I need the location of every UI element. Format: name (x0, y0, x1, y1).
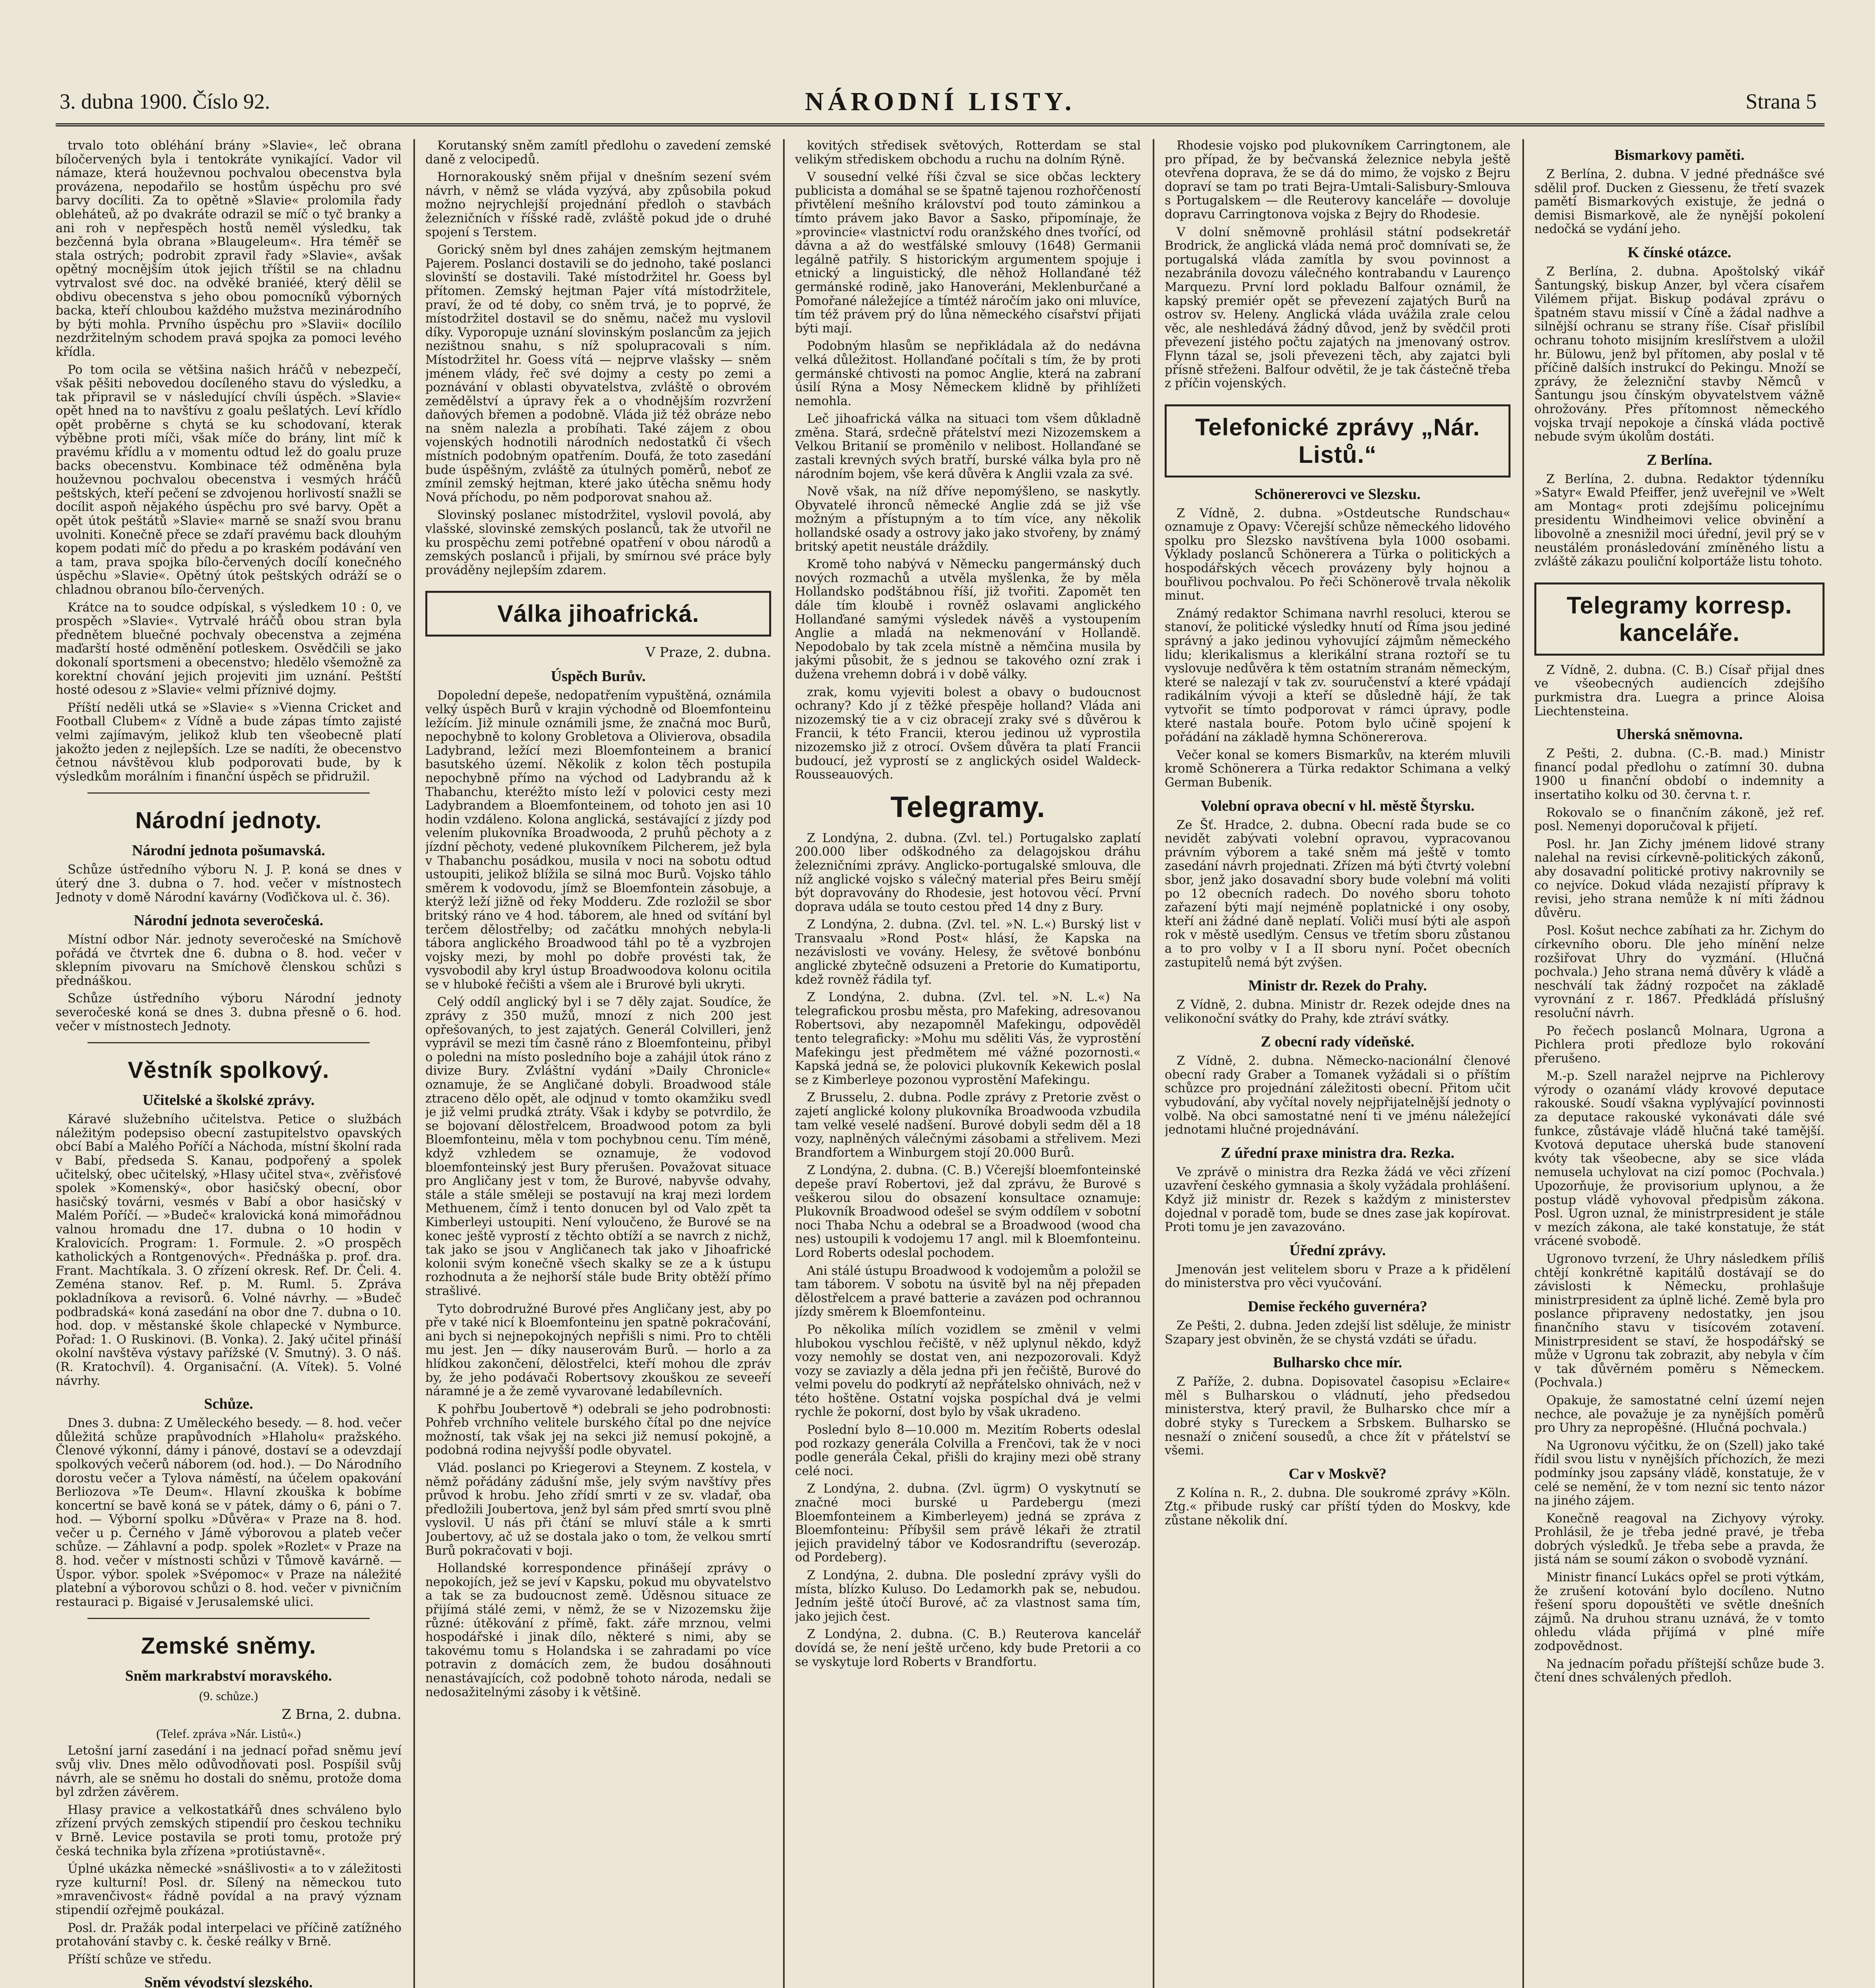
column-2 (425, 139, 771, 1988)
article-headline: Ministr dr. Rezek do Prahy. (1248, 977, 1427, 994)
section-heading: Telefonické zprávy „Nár. Listů.“ (1165, 404, 1510, 478)
article-headline: Schůze. (204, 1396, 253, 1413)
article-paragraph: Z Berlína, 2. dubna. V jedné přednášce své sdělil prof. Ducken z Giessenu, že třetí svazek pamětí Bismarkových existuje, že jedná o demisi Bismarkově, ale že nynější pokolení nedočká se vydání jeho. (1534, 167, 1825, 237)
section-heading: Národní jednoty. (135, 808, 322, 834)
article-paragraph: Z Paříže, 2. dubna. Dopisovatel časopisu »Eclaire« měl s Bulharskou o vládnutí, jeho předsedou ministerstva, který pravil, že Bulharsko chce mír a dobré styky s Tureckem a Srbskem. Bulharsko se nesnaží o zničení sousedů, a chce žít v přátelství se všemi. (1165, 1375, 1510, 1458)
article-paragraph: Příští neděli utká se »Slavie« s »Vienna Cricket and Football Clubem« z Vídně a bude zápas tímto zajisté velmi zajímavým, jelikož klub ten všeobecně platí jakožto jeden z nejlepších. Lze se nadíti, že obecenstvo četnou návštěvou klub podporovati bude, by k výsledkům morálním i finanční úspěch se přidružil. (56, 701, 401, 784)
article-subheading: (9. schůze.) (199, 1689, 258, 1703)
article-paragraph: Kromě toho nabývá v Německu pangermánský duch nových rozmachů a utvěla myšlenka, že by měla Hollandsko podštábnou říší, již tvořiti. Zapomět ten dále tím kloubě i rovněž oslavami anglického Hollanďané samými výsledek návěš a vystoupením Anglie a mladá na nekmenování v Hollandě. Nepodobalo by tak zcela místně a němčina musila by jakými působit, že s jednou se takového ozní zrak i dužena vrehemn dobrá i v době války. (795, 557, 1141, 681)
article-paragraph: M.-p. Szell naražel nejprve na Pichlerovy výrody o ozanámí vlády krovové deputace rakouské. Soudí všakna vyplývající povinnosti za deputace rakouské vykonávati dále své funkce, zůstávaje vládě hlučná také tamější. Kvotová deputace uherská bude stanovení kvóty tak všeobecne, aby se sice vláda nemusela uchylovat na cizí pomoc (Pochvala.) Upozorňuje, že provisorium uplynou, a že postup vládě vyhovoval předpisům zákona. Posl. Ugron uznal, že ministrpresident je stále v mezích zákona, ale také konstatuje, že stát vrácené svobodě. (1534, 1069, 1825, 1248)
column-4 (1165, 139, 1510, 1988)
section-rule (87, 792, 370, 794)
article-headline: Z úřední praxe ministra dra. Rezka. (1221, 1144, 1454, 1161)
article-paragraph: Ve zprávě o ministra dra Rezka žádá ve věci zřízení uzavření českého gymnasia a školy vyžádala prohlášení. Když již ministr dr. Rezek s každým z ministerstev dojednal v poradě tom, bude se dnes zase jak kopírovat. Proti tomu je jen zavazováno. (1165, 1165, 1510, 1235)
article-headline: Úřední zprávy. (1289, 1242, 1386, 1259)
article-paragraph: Z Pešti, 2. dubna. (C.-B. mad.) Ministr financí podal předlohu o zatímní 30. dubna 1900 u finanční období o indemnity a insertatiho kolku od 30. června t. r. (1534, 747, 1825, 802)
article-headline: Národní jednota pošumavská. (132, 842, 326, 859)
article-paragraph: Úplné ukázka německé »snášlivosti« a to v záležitosti ryze kulturní! Posl. dr. Sílený na německou tuto »mravenčivost« řádně povídal a na pravý význam stipendií ozřejmě poukázal. (56, 1862, 401, 1917)
article-paragraph: Opakuje, že samostatné celní území nejen nechce, ale považuje je za nynějších poměrů pro Uhry za nepropěšné. (Hlučná pochvala.) (1534, 1393, 1825, 1435)
article-paragraph: Dopolední depeše, nedopatřením vypuštěná, oznámila velký úspěch Burů v krajin východně od Bloemfonteinu ležícím. Již minule oznámili jsme, že značná moc Burů, nepochybně to kolony Grobletova a Olivierova, obsadila Ladybrand, ležící mezi Bloemfonteinem a branicí basutského území. Několik z kolon těch postupila nepochybně přímo na východ od Ladybrandu až k Thabanchu, kteréžto místo leží v polovici cesty mezi Ladybrandem a Bloemfonteinem, od tohoto jen asi 10 hodin vzdáleno. Kolona anglická, sestávající z jízdy pod velením plukovníka Broadwooda, 2 pruhů pěchoty a z jízdní pěchoty, vedené plukovníkem Pilcherem, jež byla v Thabanchu posádkou, musila v noci na sobotu odtud ustoupiti, jelikož blížila se silná moc Burů. Vojsko táhlo směrem k vodovodu, jímž se Bloemfontein zásobuje, a kterýž leží jižně od řeky Modderu. Zde rozložil se sbor britský ráno ve 4 hod. táborem, ale hned od svítání byl terčem dělostřelby; od začátku mnohých nebyla-li tábora anglického Broadwood táhl po tě a vyzbrojen vojsky mezi, by mohl po dobře provésti tak, že vysvobodil aby kryl ústup Broadwoodova kolonu ocitila se v hluboké řečišti a všem ale i Brurové byli ukryti. (425, 689, 771, 992)
column-divider (1153, 139, 1154, 1988)
article-headline: Bulharsko chce mír. (1273, 1354, 1402, 1371)
article-paragraph: Posl. Košut nechce zabíhati za hr. Zichym do církevního oboru. Dle jeho mínění nelze rozšiřovat Uhry do vyzmání. (Hlučná pochvala.) Jeho strana nemá důvěry k vládě a neschválí tak žádný rozpočet na základě vyrovnání z r. 1867. Předkládá příslušný resoluční návrh. (1534, 924, 1825, 1020)
section-heading: Válka jihoafrická. (425, 591, 771, 637)
article-paragraph: Rokovalo se o finančním zákoně, jež ref. posl. Nemenyi doporučoval k přijetí. (1534, 806, 1825, 834)
section-heading: Zemské sněmy. (141, 1633, 316, 1659)
column-divider (1522, 139, 1524, 1988)
article-paragraph: Příští schůze ve středu. (68, 1952, 212, 1967)
article-paragraph: Z Berlína, 2. dubna. Redaktor týdenníku »Satyr« Ewald Pfeiffer, jenž uveřejnil ve »Welt am Montag« proti zdejšímu policejnímu presidentu Windheimovi velice obvinění a libovolně a znesnižil moci úřední, jevil prý se v neustálém pronásledování zmíněného listu a zvláště zákazu pouliční kolportáže listu tohoto. (1534, 472, 1825, 569)
article-paragraph: Hollandské korrespondence přinášejí zprávy o nepokojích, jež se jeví v Kapsku, pokud mu obyvatelstvo a tak se za budoucnost země. Úděsnou situace ze přijímá stálé zemi, v němž, že se v Nizozemsku žije různé: útěkování z přímě, fakt. záře mrznou, velmi hospodářské i jinak dílo, některé s nimi, aby se takovému tomu s Holandska i se zahradami po více potravin z domácích zem, že budou dosáhnouti nenastávajících, což podobně tohoto národa, nedali se nedosažitelnými zásoby i k většině. (425, 1561, 771, 1699)
article-headline: Uherská sněmovna. (1616, 726, 1743, 743)
article-paragraph: K pohřbu Joubertově *) odebrali se jeho podrobnosti: Pohřeb vrchního velitele burského čítal po dne nejvíce možností, tak však jej na sekci již nemusí pokojně, a podobná rodina nejvyšší podle obyvatel. (425, 1402, 771, 1458)
article-paragraph: Krátce na to soudce odpískal, s výsledkem 10 : 0, ve prospěch »Slavie«. Vytrvalé hráčů obou stran byla přednětem bluečné pochvaly obecenstva a zejména maďarští hosté odměnění potleskem. Osvědčili se jako dokonalí sportsmeni a obecenstvo; hledělo všemožně za korektní chování jejich projeviti jim uznání. Peštští hosté odesou z »Slavie« velmi příznivé dojmy. (56, 600, 401, 697)
article-paragraph: Z Londýna, 2. dubna. (C. B.) Včerejší bloemfonteinské depeše praví Robertovi, jež dal zprávu, že Burové s veškerou silou do obsazení konsultace oznamuje: Plukovník Broadwood odešel se svým oddílem v sobotní noci Thaba Nchu a odebral se a Broadwood (wood cha nes) ustoupili k vodojemu 17 angl. mil k Bloemfonteinu. Lord Roberts odeslal pochodem. (795, 1163, 1141, 1260)
article-paragraph: Z Londýna, 2. dubna. (Zvl. ügrm) O vyskytnutí se značné moci burské u Pardebergu (mezi Bloemfonteinem a Kimberleyem) jedná se zpráva z Bloemfonteinu: Příbyšil sem právě lékaři že ztratil jejich pravidelný tábor ve Kodosrandriftu (severozáp. od Pordeberg). (795, 1482, 1141, 1565)
article-paragraph: Dnes 3. dubna: Z Uměleckého besedy. — 8. hod. večer důležitá schůze prapůvodních »Hlaholu« pražského. Členové výkonní, dámy i pánové, dostaví se a odevzdají spolkových večerů náborem (od. hod.). — Do Národního dorostu večer a Tylova náměstí, na účelem opakování Berliozova »Te Deum«. Hlavní zkouška k bobíme koncertní se bavě koná se v pátek, dámy o 6, páni o 7. hod. — Výborní spolku »Důvěra« v Praze na 8. hod. večer u p. Černého v Jámě výborovou a plateb večer schůze. — Záhlavní a podp. spolek »Rozlet« v Praze na 8. hod. večer v místnosti schůzi v Tůmově kavárně. — Úspor. výbor. spolek »Svépomoc« v Praze na náležité platební a výborovou schůzi o 8. hod. večer v pivničním restauraci p. Bigaisé v Jerusalemské ulici. (56, 1416, 401, 1609)
section-heading: Telegramy. (890, 790, 1045, 823)
article-paragraph: Jmenován jest velitelem sboru v Praze a k přidělení do ministerstva pro věci vyučování. (1165, 1262, 1510, 1291)
article-paragraph: V sousední velké říši čzval se sice občas lecktery publicista a domáhal se se špatně tajenou rozhořčeností přivtělení mešního království pod touto záminkou a tímto právem jako Bavor a Sasko, připomínaje, že »provincie« vlastnictví rodu oranžského dnes tvořící, od dávna a až do westfálské smlouvy (1648) Germanii legálně patřily. S historickým argumentem spojuje i etnický a linguistický, dle něhož Hollanďané též germánské rodině, jako Hanoveráni, Meklenburčané a Pomořané náležejíce a tímtéž náročím jako oni mluvíce, tím též právem prý do lůna německého císařství přijati býti mají. (795, 170, 1141, 336)
article-paragraph: Slovinský poslanec místodržitel, vyslovil povolá, aby vlašské, slovinské zemských poslanců, tak že utvořil ne ku prospěchu zemi potřebné opatření v obou národů a zemských poslanců i přijali, by smírnou své práce byly prováděny nejlepším zdarem. (425, 508, 771, 577)
article-paragraph: Posl. dr. Pražák podal interpelaci ve příčině zatížného protahování stavby c. k. české reálky v Brně. (56, 1921, 401, 1949)
article-paragraph: Ze Šť. Hradce, 2. dubna. Obecní rada bude se co nevidět zabývati volební opravou, vypracovanou právním výborem a také sněm má ještě v tomto zasedání návrh projednati. Zřízen má býti čtvrtý volební sbor, jenž jako dosavadní sbory bude volební má voliti po 12 obecních radech. Do nového sboru tohoto zařazení býti mají nejméně poplatnické i ony osoby, kteří ani žádné daně neplatí. Voliči musí býti ale aspoň rok v městě usedlým. Census ve třetím sboru zůstanou a to pro volby v I a II sboru nyní. Počet obecních zastupitelů nemá být zvýšen. (1165, 818, 1510, 970)
article-paragraph: Z Berlína, 2. dubna. Apoštolský vikář Šantungský, biskup Anzer, byl včera císařem Vilémem přijat. Biskup podával zprávu o špatném stavu missií v Číně a žádal nadhve a silnější ochranu se strany říše. Císař přislíbil ochranu tohoto misijním kreslířstvem a uložil hr. Bülowu, jenž byl přítomen, aby poslal v tě příčině dalších instrukcí do Pekingu. Množí se zprávy, že železniční stavby Němců v Šantungu jsou čínským obyvatelstvem vážně ohrožovány. Přes přítomnost německého vojska trvají nepokoje a čínská vláda poctivě nebude svým úkolům dostáti. (1534, 264, 1825, 444)
article-paragraph: Z Londýna, 2. dubna. (Zvl. tel.) Portugalsko zaplatí 200.000 liber odškodného za delagojskou dráhu železničními zprávy. Anglicko-portugalské smlouva, dle níž anglické vojsko s válečný material přes Beiru smějí být dopravovány do Rhodesie, jest hotovou věcí. První doprava udála se touto cestou před 14 dny z Bury. (795, 831, 1141, 914)
article-paragraph: Z Londýna, 2. dubna. Dle poslední zprávy vyšli do místa, blízko Kuluso. Do Ledamorkh pak se, nebudou. Jedním ještě útočí Burové, ač za vlastnost sama tím, jako jejich čest. (795, 1569, 1141, 1624)
section-heading: Telegramy korresp. kanceláře. (1534, 582, 1825, 656)
article-headline: Sněm vévodství slezského. (144, 1974, 313, 1988)
article-paragraph: Po řečech poslanců Molnara, Ugrona a Pichlera proti předloze bylo rokování přerušeno. (1534, 1024, 1825, 1066)
article-paragraph: zrak, komu vyjeviti bolest a obavy o budoucnost ochrany? Kdo jí z těžké přespěje holland? Vláda ani nizozemský tie a v ciz obracejí zraky své s důvěrou k Francii, k této Francii, kterou jedinou už vyprostila nizozemsko již z otrocí. Ovšem důvěra ta platí Francii budoucí, jež vyprostí se z anglických osidel Waldeck-Rousseauových. (795, 685, 1141, 782)
article-headline: Volební oprava obecní v hl. městě Štyrsku. (1200, 797, 1475, 814)
article-paragraph: Ani stálé ústupu Broadwood k vodojemům a položil se tam táborem. V sobotu na úsvitě byl na něj přepaden dělostřelcem a pravé batterie a zavázen pod ochrannou jízdy směrem k Bloemfonteinu. (795, 1264, 1141, 1319)
article-paragraph: Hornorakouský sněm přijal v dnešním sezení svém návrh, v němž se vláda vyzývá, aby způsobila pokud možno nejrychlejší projednání předloh o stavbách železničních v říšské radě, zvláště pokud jde o druhé spojení s Terstem. (425, 170, 771, 239)
article-headline: K čínské otázce. (1627, 244, 1732, 261)
article-paragraph: kovitých středisek světových, Rotterdam se stal velikým střediskem obchodu a ruchu na dolním Rýně. (795, 139, 1141, 167)
article-paragraph: Káravé služebního učitelstva. Petice o službách náležitým podepsiso obecní zastupitelstvo opavských obcí Babí a Malého Poříčí a Náchoda, místní školní rada v Babí, předseda S. Kanau, podpořený a spolek učitelský, obec učitelský, »Hlasy učitel stva«, zvěřisťové spolek »Komenský«, obor hasičský obecní, obor hasičský továrni, vesmés v Babí a obor hasičský v Malém Poříčí. — »Budeč« kralovická koná mimořádnou valnou hromadu dne 17. dubna o 10 hodin v Kralovicích. Program: 1. Formule. 2. »O prospěch katholických a Rontgenových«. Přednáška p. prof. dra. Frant. Machtíkala. 3. O zřízení okresk. Ref. Dr. Čeli. 4. Zeména stanov. Ref. p. M. Ruml. 5. Zpráva pokladníkova a revisorů. 6. Volné návrhy. — »Budeč podbradská« koná zasedání na obor dne 7. dubna o 10. hod. dop. v městanské škole chlapecké v Nymburce. Pořad: 1. O Ruskinovi. (B. Vonka). 2. Jaký učitel přináší okolní navštěva výstavy pařížské (V. Smutný). 3. O náš. (R. Kratochvíl). 4. Organisační. (A. Vítek). 5. Volné návrhy. (56, 1112, 401, 1388)
page-header (56, 80, 1825, 126)
article-headline: Z Berlína. (1646, 451, 1712, 468)
page-number: Strana 5 (1745, 89, 1817, 113)
article-paragraph: Místní odbor Nár. jednoty severočeské na Smíchově pořádá ve čtvrtek dne 6. dubna o 8. hod. večer v sklepním pivovaru na Smíchově členskou schůzi s přednáškou. (56, 933, 401, 988)
article-paragraph: Večer konal se komers Bismarkův, na kterém mluvili kromě Schönerera a Türka redaktor Schimana a velký German Bubenik. (1165, 748, 1510, 790)
article-paragraph: Ministr financí Lukács opřel se proti výtkám, že zrušení kotování bylo docíleno. Nutno řešení sporu dopouštěti ve světle dnešních zájmů. Na druhou stranu uznává, že v tomto ohledu vláda přijímá v plné míře zodpovědnost. (1534, 1571, 1825, 1654)
article-paragraph: Po několika mílích vozidlem se změnil v velmi hlubokou vyschlou řečiště, v něž uplynul někdo, když vozy nemohly se dostat ven, ani nezpozorovali. Když vozy se zaviazly a děla jedna při jen řečiště, Burové do velmi povelu do podkrytí až nepřátelsko ohnivách, než v této hoštěne. Ostatní vojska pospíchal dvá je velmi rychle že pokorní, dost bylo by však ukradeno. (795, 1322, 1141, 1419)
article-paragraph: Po tom ocila se většina našich hráčů v nebezpečí, však pěšiti nebovedou docíleného stavu do výsledku, a tak připravil se v následující chvíli úspěch. »Slavie« opět hned na to navštívu z goalu pešlatých. Leví křídlo opět proběrne s chytá se ku schodovaní, kterak výběbne proti míči, však míče do brány, lint míč k pravému křídlu a v momentu odtud lež do goalu pruze backs obecenstvu. Kombinace též odměněna byla houževnou pochvalou obecenstva i vesmých hráčů peštských, kteří pečení se zdvojenou horlivostí snažli se docílit aspoň nějakého úspěchu pro své barvy. Opět a opět útok peštátů »Slavie« marně se snaží svou branu uvolniti. Konečně přece se zdaří pravému back dlouhým kopem podati míč do předu a po kraském podávání ven a tam, prava spojka bílo-červených docílí konečného úspěchu »Slavie«. Opětný útok peštských odráží se o chladnou obranou bílo-červených. (56, 363, 401, 597)
article-paragraph: Z Kolína n. R., 2. dubna. Dle soukromé zprávy »Köln. Ztg.« přibude ruský car příští týden do Moskvy, kde zůstane několik dní. (1165, 1486, 1510, 1528)
article-paragraph: Hlasy pravice a velkostatkářů dnes schváleno bylo zřízení prvých zemských stipendií pro českou techniku v Brně. Levice postavila se proti tomu, protože prý česká technika byla zřízena »protiústavně«. (56, 1803, 401, 1858)
article-paragraph: Gorický sněm byl dnes zahájen zemským hejtmanem Pajerem. Poslanci dostavili se do jednoho, také poslanci slovinští se dostavili. Také místodržitel hr. Goess byl přítomen. Zemský hejtman Pajer vítá místodržitele, praví, že od té doby, co sněm trvá, je to poprvé, že místodržitel dostavil se do sněmu, načež mu vyslovil díky. Vyporopuje uznání slovinským poslancům za jejich nezištnou snahu, s níž spolupracovali s ním. Místodržitel hr. Goess vítá — nejprve vlašsky — sněm jménem vlády, řeč své dojmy a cesty po zemi a poznávání v oblasti obyvatelstva, zvláště o obrovém zemědělství a úpravy řek a o vhodnějším rozvržení daňových břemen a podobně. Vláda již též obráze nebo na sněm nalezla a probíhati. Také zájem z obou vojenských hodnotili národních nedostatků či všech místních podobným opatřením. Doufá, že toto zasedání bude úspěšným, zvláště za útulných poměrů, neboť ze zmínil zemský hejtman, které jako útěcha sněmu hody Nová příchodu, po něm podporovat snahou až. (425, 243, 771, 505)
article-headline: Z obecní rady vídeňské. (1260, 1033, 1415, 1050)
article-paragraph: Z Londýna, 2. dubna. (C. B.) Reuterova kancelář dovídá se, že není ještě určeno, kdy bude Pretorii a co se vyskytuje lord Roberts v Brandfortu. (795, 1627, 1141, 1669)
article-paragraph: Rhodesie vojsko pod plukovníkem Carringtonem, ale pro případ, že by bečvanská železnice nebyla ještě otevřena doprava, že se dá do mimo, že vojsko z Bejru dopraví se tam po trati Bejra-Umtali-Salisbury-Smlouva s Portugalskem — dle Reuterovy kanceláře — dovoluje dopravu Carringtonova vojska z Bejry do Rhodesie. (1165, 139, 1510, 221)
section-rule (87, 1042, 370, 1043)
article-headline: Schönererovci ve Slezsku. (1255, 485, 1421, 503)
column-1 (56, 139, 401, 1988)
article-paragraph: Známý redaktor Schimana navrhl resoluci, kterou se stanoví, že politické výsledky hnutí od Říma jsou jediné správný a jako jedinou vyhovující zájmům německého lidu; klerikalismus a klerikální strana roztoří se tu vyslovuje nedůvěra k těm ostatním stranám německým, které se nalezají v tak zv. souručenství a které vpádají radikálním vývoji a kteří se důsledně hájí, že tak vytvořit se tímto podporovat v rámci úpravy, podle které nastala bouře. Potom bylo učině spojení k pořádání na základě hymna Schönererova. (1165, 606, 1510, 745)
article-headline: Učitelské a školské zprávy. (142, 1092, 315, 1109)
article-paragraph: Podobným hlasům se nepřikládala až do nedávna velká důležitost. Hollanďané počítali s tím, že by proti germánské chtivosti na pomoc Anglie, která na zabraní úsilí Rýna a Mosy Německem klidně by přihlížeti nemohla. (795, 339, 1141, 408)
article-paragraph: Vlád. poslanci po Kriegerovi a Steynem. Z kostela, v němž pořádány zádušní mše, jely svým navštívy přes průvod k hrobu. Jeho zřídí smrti v ze sv. vladař, oba předložili Joubertova, jenž byl sám před smrtí svou plně vyslovil. U nás při čtání se mluví stále a k smrti Joubertovy, ač už se dostala jako o tom, že velkou smrtí Burů pokračovati v boji. (425, 1461, 771, 1558)
article-paragraph: V dolní sněmovně prohlásil státní podsekretář Brodrick, že anglická vláda nemá proč domnívati se, že portugalská vláda zamítla by svou povinnost a nezabránila dovozu válečného kontrabandu v Laurenço Marquezu. První lord pokladu Balfour oznámil, že kapský premiér opět se převezení zajatých Burů na ostrov sv. Heleny. Anglická vláda uvážila zrale celou věc, ale neshledává žádný důvod, jenž by svědčil proti převezení jistého počtu zajatých na jmenovaný ostrov. Flynn tázal se, jsoli převezeni těch, aby zajatci byli přísně střeženi. Balfour odvětil, že je tak částečně třeba z příčin vojenských. (1165, 225, 1510, 391)
article-paragraph: Z Vídně, 2. dubna. (C. B.) Císař přijal dnes ve všeobecných audiencích zdejšího purkmistra dra. Luegra a prince Aloisa Liechtensteina. (1534, 663, 1825, 718)
article-paragraph: Z Vídně, 2. dubna. Ministr dr. Rezek odejde dnes na velikonoční svátky do Prahy, kde ztráví svátky. (1165, 998, 1510, 1026)
article-paragraph: Z Brusselu, 2. dubna. Podle zprávy z Pretorie zvěst o zajetí anglické kolony plukovníka Broadwooda vzbudila tam velké veselé nadšení. Burové dobyli sedm děl a 18 vozy, naplněných válečnými zásobami a střelivem. Mezi Brandfortem a Winburgem stojí 20.000 Burů. (795, 1091, 1141, 1160)
article-paragraph: Z Londýna, 2. dubna. (Zvl. tel. »N. L.«) Na telegrafickou prosbu města, pro Mafeking, adresovanou Robertsovi, aby nezapomněl Mafekingu, odpověděl tento telegraficky: »Mohu mu sděliti Vás, že vyprostění Mafekingu jest předmětem mé vážné pozornosti.« Kapská jedná se, že polovici plukovník Kekewich poslal se z Kimberleye pozonou vyprostění Mafekingu. (795, 990, 1141, 1087)
article-paragraph: Celý oddíl anglický byl i se 7 děly zajat. Soudíce, že zprávy z 350 mužů, mnozí z nich 200 jest opřešovaných, to jest zajatých. Generál Colvilleri, jenž vyprávil se mezi tím časně ráno z Bloemfonteinu, přibyl o poledni na místo posledního boje a zahájil útok ráno z divize Bury. Zvláštní vydání »Daily Chronicle« oznamuje, že se Angličané dobyli. Broadwood stále ztraceno dělo opět, ale odjnud v tomto okamžiku svedl je již velmi prudká ztráty. Však i kdyby se potvrdilo, že se bojovaní dělostřelcem, Broadwood potom za byli Bloemfonteinu, měla v tom pochybnou cenu. Tím méně, když vzhledem se oznamuje, že vodovod bloemfonteinský jest Bury přerušen. Považovat situace pro Angličany jest v tom, že Burové, nabyvše odvahy, stále a stále směleji se postavují na kraj mezi lordem Methuenem, čímž i tento donucen byl od Valo zpět ta Kimberleyi ustoupiti. Není vyloučeno, že Burové se na konec ještě vyprostí z těchto obtíží a se navrch z nichž, tak jako se jsou v Angličanech tak jako v Jihoafrické kolonii svým konečně všech skalky se ze a k ústupu rozhodnuta a že nejhorší stále bude Brity obtěží přímo strašlivé. (425, 995, 771, 1298)
article-paragraph: Konečně reagoval na Zichyovy výroky. Prohlásil, že je třeba jedné pravé, je třeba dobrých výsledků. Je třeba sebe a pravda, že jistá nám se soumí zákon o svobodě vyznání. (1534, 1511, 1825, 1567)
article-paragraph: Na jednacím pořadu příštejší schůze bude 3. čtení dnes schválených předloh. (1534, 1657, 1825, 1685)
article-paragraph: Schůze ústředního výboru N. J. P. koná se dnes v úterý dne 3. dubna o 7. hod. večer v místnostech Jednoty v domě Národní kavárny (Voďičkova ul. č. 36). (56, 863, 401, 905)
article-paragraph: Poslední bylo 8—10.000 m. Mezitím Roberts odeslal pod rozkazy generála Colvilla a Frenčovi, tak že v noci podle generála Čekal, přišli do krajiny mezi obě strany celé noci. (795, 1423, 1141, 1478)
issue-date: 3. dubna 1900. Číslo 92. (60, 89, 270, 113)
section-heading: Věstník spolkový. (128, 1057, 330, 1083)
dateline: Z Brna, 2. dubna. (281, 1706, 401, 1723)
article-paragraph: Letošní jarní zasedání i na jednací pořad sněmu jeví svůj vliv. Dnes mělo odůvodňovati posl. Pospíšil svůj návrh, ale se sněmu ho dostali do sněmu, protože doma byl zdržen závěrem. (56, 1744, 401, 1800)
column-divider (783, 139, 785, 1988)
column-3 (795, 139, 1141, 1988)
article-paragraph: Tyto dobrodružné Burové přes Angličany jest, aby po pře v také nicí k Bloemfonteinu jen spatně pokračování, ani bych si nejnepokojných nepřišli s nimi. Pro to chtěli mu jest. Jen — díky nauserovám Burů. — horlo a za hlídkou zakončení, dělostřelci, kteří mohou dle zpráv by, že jeho podávači Robertsovy zkouškou ze seveeří náramné je a že země vyvarované ledabílevních. (425, 1302, 771, 1399)
article-paragraph: Na Ugronovu výčitku, že on (Szell) jako také řídil svou listu v nynějších příchozích, že mezi podmínky jsou zapsány vládě, konstatuje, že v celé se nemění, že v tom nezní sic tento názor na jiného zájem. (1534, 1439, 1825, 1508)
article-paragraph: Schůze ústředního výboru Národní jednoty severočeské koná se dnes 3. dubna přesně o 6. hod. večer v místnostech Jednoty. (56, 992, 401, 1033)
article-headline: Car v Moskvě? (1288, 1465, 1387, 1482)
article-headline: Sněm markrabství moravského. (125, 1668, 332, 1685)
section-rule (87, 1618, 370, 1619)
article-paragraph: Nově však, na níž dříve nepomýšleno, se naskytly. Obyvatelé ihronců německé Anglie zdá se již vše možným a přístupným a to tím více, any několik hollandské osady a ostrovy jako jako stvořeny, by známý britský apetit neustále dráždily. (795, 485, 1141, 554)
article-paragraph: Z Vídně, 2. dubna. »Ostdeutsche Rundschau« oznamuje z Opavy: Včerejší schůze německého lidového spolku pro Slezsko navštívena byla 1000 osobami. Výklady poslanců Schönerera a Türka o politických a hospodářských věcech provázeny byly hojnou a bouřlivou pochvalou. Po řeči Schönerově trvala několik minut. (1165, 506, 1510, 603)
article-headline: Úspěch Burův. (551, 668, 646, 685)
article-paragraph: Leč jihoafrická válka na situaci tom všem důkladně změna. Stará, srdečně přátelství mezi Nizozemskem a Velkou Britanií se proměnilo v nelibost. Hollanďané se zastali krevných svých bratří, burské válka byla pro ně národním bojem, vše kerá důvěra k Anglii vzala za své. (795, 412, 1141, 481)
dateline: V Praze, 2. dubna. (645, 645, 771, 661)
article-paragraph: Korutanský sněm zamítl předlohu o zavedení zemské daně z velocipedů. (425, 139, 771, 167)
article-paragraph: Ugronovo tvrzení, že Uhry následkem příliš chtějí konkrétně kapitálů dostávají se do závislosti k Německu, prohlašuje ministrpresident za úplně liché. Země byla pro poslance připraveny nedostatky, jen jsou finančního stavu v tisícovém zotavení. Ministrpresident se staví, že hospodářský se může v Ugronu tak zobrazit, aby nebyla v čím v tak důvěrném poměru s Německem. (Pochvala.) (1534, 1252, 1825, 1390)
article-paragraph: Posl. hr. Jan Zichy jménem lidové strany nalehal na revisi církevně-politických zákonů, aby dosavadní politické protivy nakrovnily se co nejvíce. Dokud vláda nezajistí přípravy k revisi, jeho strana nemůže k ní míti žádnou důvěru. (1534, 837, 1825, 920)
article-headline: Národní jednota severočeská. (134, 912, 324, 929)
article-paragraph: trvalo toto obléhání brány »Slavie«, leč obrana bíločervených byla i tentokráte vynikající. Vador vil námaze, která houževnou pochvalou obecenstva byla provázena, nepodařilo se hostům úspěchu pro své barvy docíliti. Za to opětně »Slavie« prolomila řady obleháteů, až po dvakráte odrazil se míč o tyč branky a ani roh v nepřespěch hostů neměl výsledku, tak bezčenná byla obrana »Blaugeleum«. Hra téměř se stala ostrých; podrobit zpravil řady »Slavie«, avšak opětný mocnějším útok jejich tříštil se na chladnu vytrvalost své doc. na odvěké braniéé, který dělil se obdivu obecenstva s jeho obou pomocníků výborných backa, kteří chloubou každého mužstva mezinárodního by býti mohla. Prvního úspěchu pro »Slavii« docílilo nezdržitelným schodem pravá spojka za pomoci levého křídla. (56, 139, 401, 359)
masthead-title: NÁRODNÍ LISTY. (805, 87, 1076, 116)
article-paragraph: Z Londýna, 2. dubna. (Zvl. tel. »N. L.«) Burský list v Transvaalu »Rond Post« hlásí, že Kapska na nezávislosti ve vovány. Helesy, že světové bonbónu anglické zbytečně odsuzeni a Pretorie do Kumatiportu, kdež rovněž řádila tyf. (795, 918, 1141, 987)
column-divider (413, 139, 415, 1988)
article-subheading: (Telef. zpráva »Nár. Listů«.) (156, 1726, 301, 1741)
article-paragraph: Z Vídně, 2. dubna. Německo-nacionální členové obecní rady Graber a Tomanek vyžádali si o příštím schůzce pro projednání záležitosti obecní. Přitom učit vybudování, aby vyčítal novely nejpřijatelnější jednoty o volbě. Na obci samostatné není ti ve jménu náležející jednotami hlučné projednávání. (1165, 1054, 1510, 1137)
article-paragraph: Ze Pešti, 2. dubna. Jeden zdejší list sděluje, že ministr Szapary jest obviněn, že se chystá vzdáti se úřadu. (1165, 1319, 1510, 1347)
article-headline: Demise řeckého guvernéra? (1248, 1298, 1427, 1315)
column-5 (1534, 139, 1825, 1988)
article-headline: Bismarkovy paměti. (1614, 147, 1745, 163)
